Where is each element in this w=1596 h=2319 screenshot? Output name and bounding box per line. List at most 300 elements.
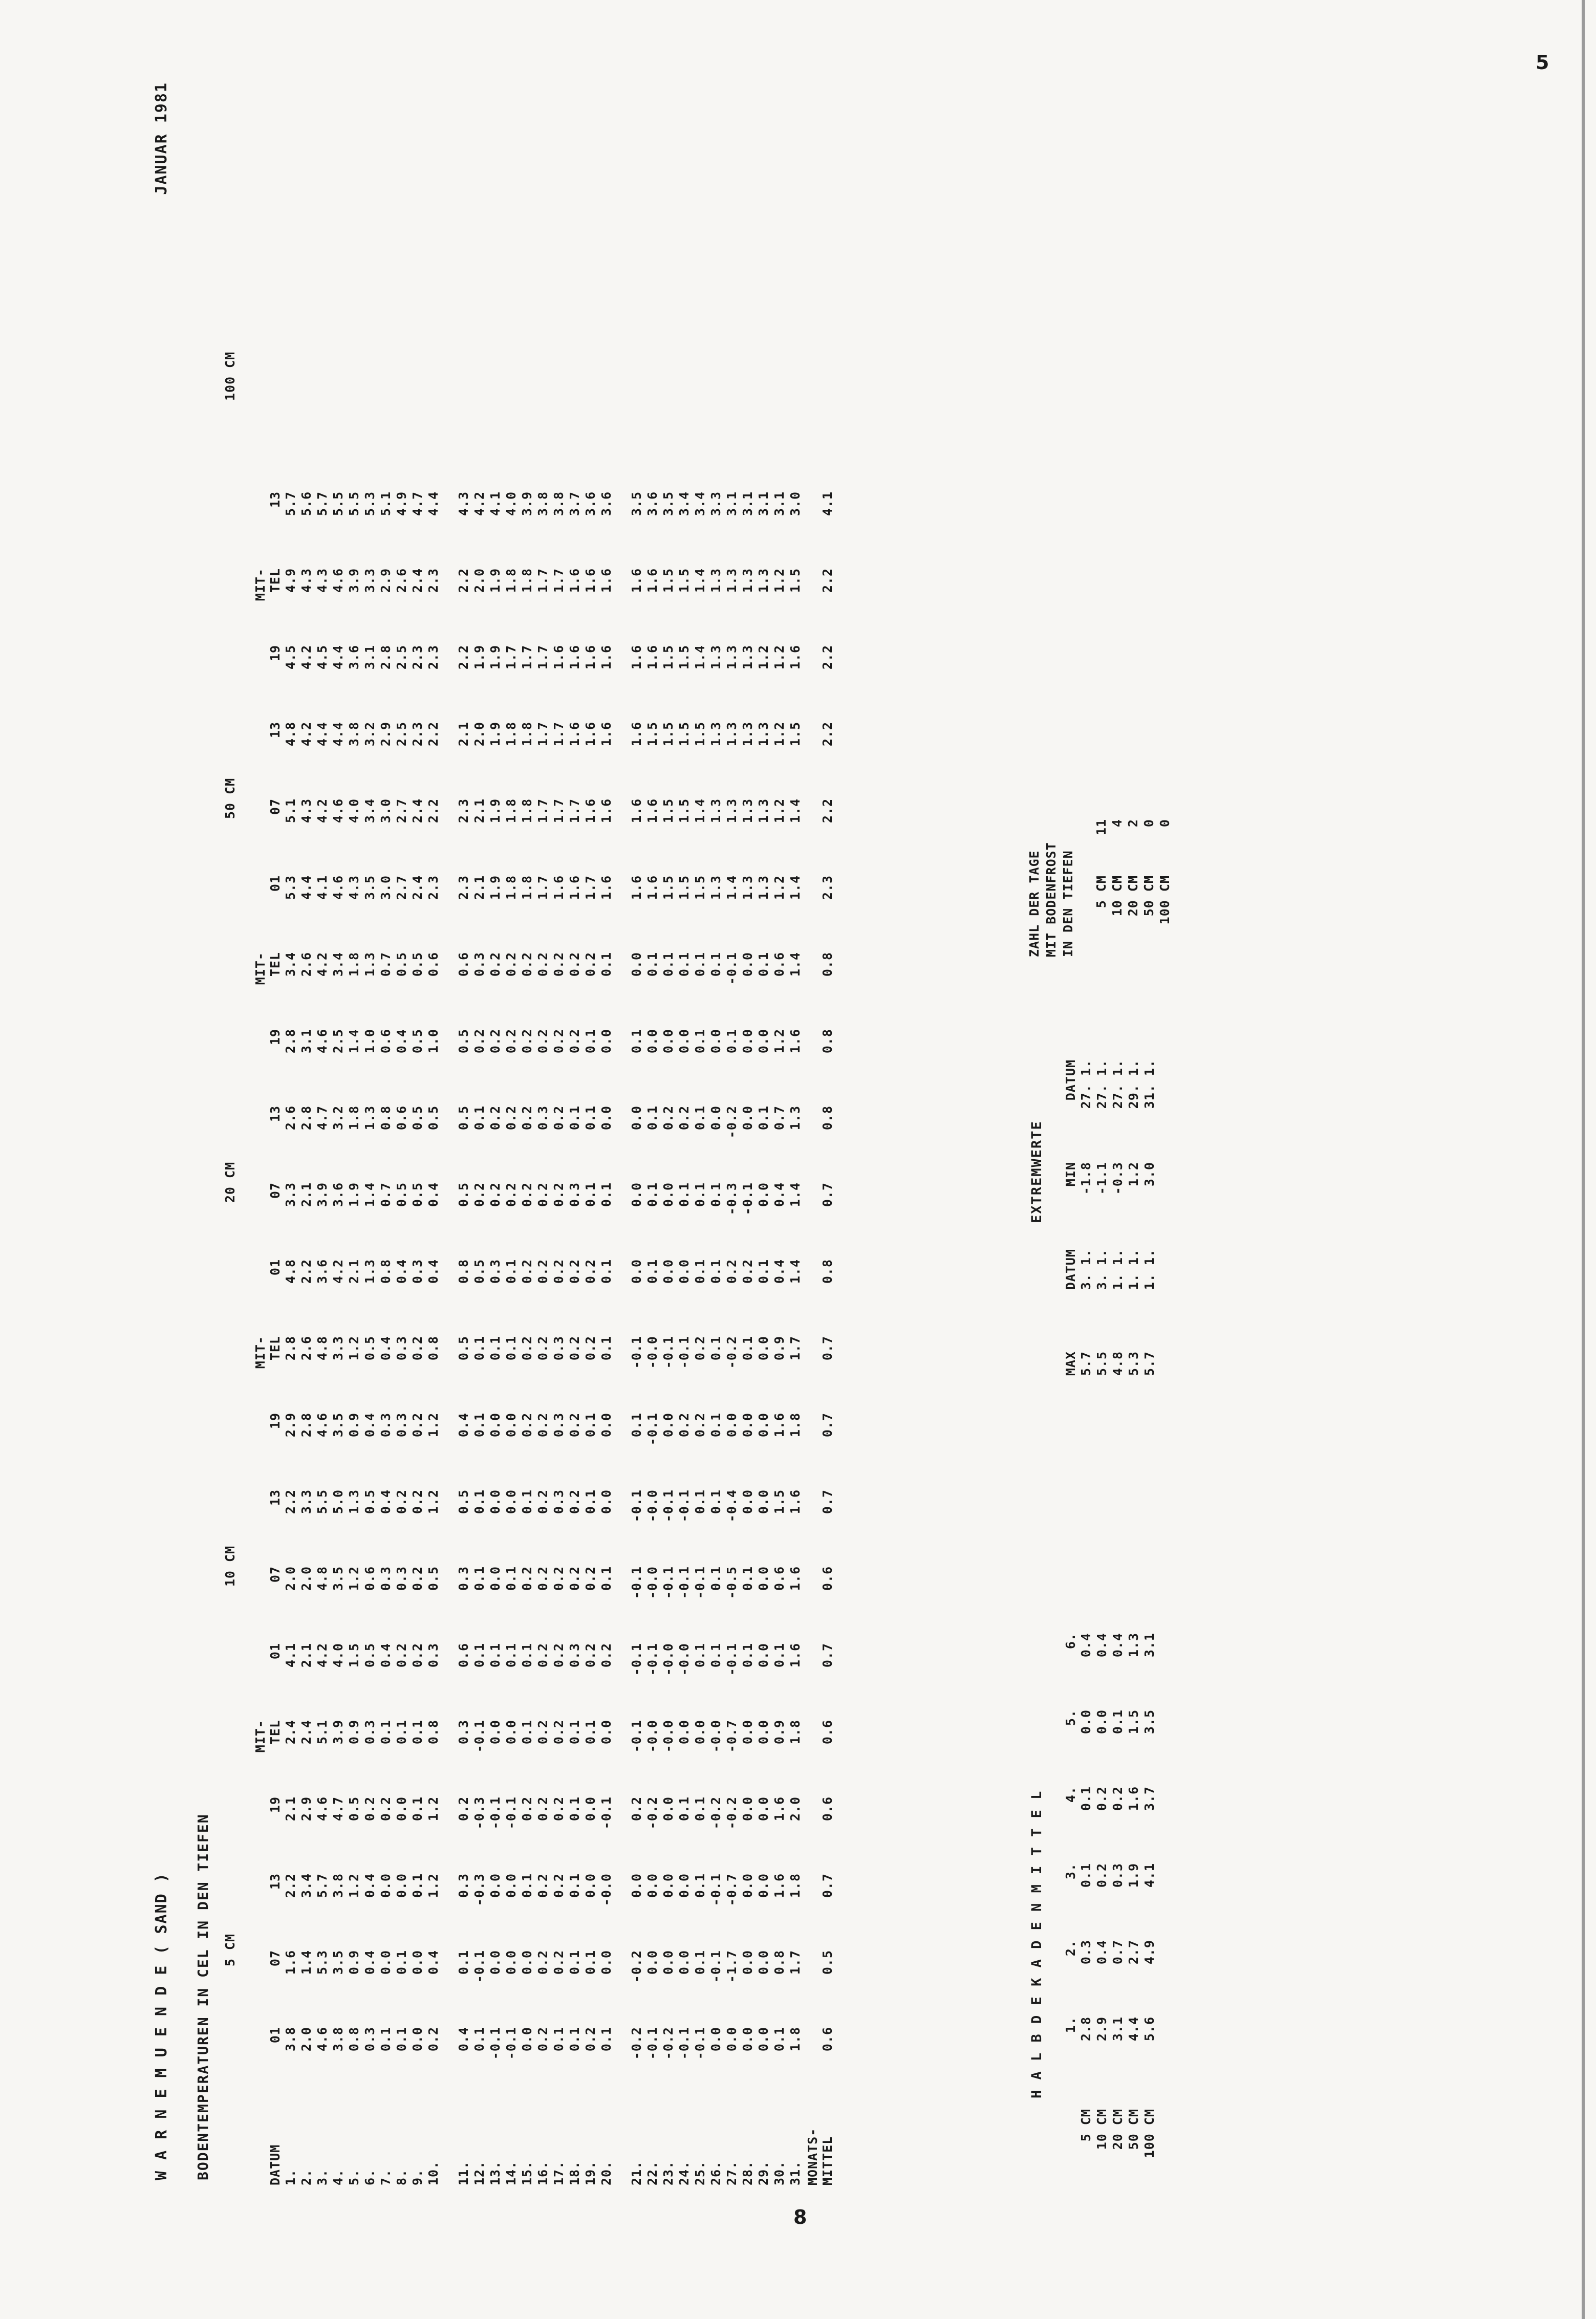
temperature-cell: 2.0 [283,1566,298,1591]
temperature-cell: 0.1 [472,2027,487,2052]
frost-days: 0 [1157,819,1172,828]
temperature-cell: 1.3 [740,722,755,747]
temperature-cell: 0.2 [394,1643,409,1668]
temperature-cell: 5.3 [315,1950,330,1975]
temperature-cell: 1.3 [788,1106,803,1131]
temperature-cell: 2.0 [472,722,487,747]
temperature-cell: 0.1 [708,1413,723,1438]
temperature-cell: 0.5 [394,1182,409,1207]
temperature-cell: 0.0 [488,1950,503,1975]
temperature-cell: 0.1 [567,1106,582,1131]
temperature-cell: 0.0 [645,1029,660,1054]
table-row [346,491,362,2185]
temperature-cell: 3.5 [331,1413,346,1438]
halbdekade-row [1110,1633,1126,2185]
date-cell: 10. [426,2160,441,2185]
temperature-cell: -0.1 [629,1336,644,1369]
temperature-cell: 0.2 [535,1413,550,1438]
temperature-cell: 0.8 [426,1720,441,1745]
date-cell: 16. [535,2160,550,2185]
temperature-cell: 0.1 [708,1489,723,1514]
temperature-cell: 2.9 [378,722,393,747]
temperature-cell: 0.2 [551,1950,566,1975]
temperature-cell: 1.5 [677,798,692,823]
temperature-cell: -0.1 [677,1566,692,1599]
temperature-cell: 2.4 [299,1720,314,1745]
temperature-cell: -0.1 [661,1336,676,1369]
temperature-cell: 0.8 [426,1336,441,1361]
halbdekade-value: 0.3 [1079,1940,1093,1965]
temperature-cell: 0.1 [378,2027,393,2052]
temperature-cell: 0.0 [756,1029,771,1054]
temperature-cell: 1.6 [629,875,644,900]
temperature-cell: 0.2 [583,952,598,977]
halbdekade-value: 4.1 [1142,1863,1157,1888]
temperature-cell: 2.0 [299,1566,314,1591]
halbdekade-value: 4.9 [1142,1940,1157,1965]
frost-days: 11 [1094,819,1109,836]
temperature-cell: 4.8 [315,1336,330,1361]
temperature-cell: 3.2 [362,722,377,747]
date-cell: 5. [347,2169,361,2185]
temperature-cell: 0.0 [724,2027,739,2052]
date-cell: 29. [756,2160,771,2185]
temperature-cell: 0.0 [504,1720,519,1745]
temperature-cell: 0.1 [708,952,723,977]
temperature-cell: 0.1 [504,1643,519,1668]
temperature-cell: 0.4 [362,1873,377,1898]
table-row [298,491,314,2185]
temperature-cell: 0.5 [362,1489,377,1514]
temperature-cell: 0.0 [629,1873,644,1898]
temperature-cell: 1.2 [347,1873,361,1898]
temperature-cell: 0.1 [394,2027,409,2052]
temperature-cell: 0.8 [347,2027,361,2052]
temperature-cell: 0.1 [488,1336,503,1361]
temperature-cell: 0.2 [520,1413,534,1438]
temperature-cell: 2.3 [426,568,441,593]
table-row [283,491,298,2185]
temperature-cell: 0.2 [535,1720,550,1745]
temperature-cell: 3.8 [551,491,566,516]
temperature-cell: 2.3 [410,722,425,747]
temperature-cell: -0.0 [661,1720,676,1753]
temperature-cell: 0.1 [599,952,614,977]
temperature-cell: 0.2 [567,1029,582,1054]
temperature-cell: 5.1 [315,1720,330,1745]
temperature-cell: 1.7 [535,798,550,823]
date-cell: 30. [772,2160,787,2185]
temperature-cell: 0.8 [820,1259,835,1284]
date-cell: 12. [472,2160,487,2185]
temperature-cell: 1.4 [788,1182,803,1207]
temperature-cell: 0.3 [410,1259,425,1284]
temperature-cell: 3.2 [331,1106,346,1131]
temperature-cell: 0.2 [520,1259,534,1284]
temperature-cell: 0.0 [677,1950,692,1975]
temperature-cell: 1.6 [283,1950,298,1975]
temperature-cell: 0.1 [583,1413,598,1438]
temperature-cell: 0.0 [740,1873,755,1898]
temperature-cell: 4.4 [331,722,346,747]
temperature-cell: 0.1 [677,1182,692,1207]
date-cell: 6. [362,2169,377,2185]
temperature-cell: 2.7 [394,798,409,823]
temperature-cell: 0.2 [520,1029,534,1054]
temperature-cell: 0.2 [551,1873,566,1898]
temperature-cell: 0.0 [740,952,755,977]
temperature-cell: 2.1 [283,1796,298,1822]
extremwerte-row [1094,1059,1110,1438]
depth-header-50cm: 50 CM [223,777,238,819]
date-cell: 17. [551,2160,566,2185]
date-cell: MONATS- MITTEL [805,2128,835,2185]
temperature-cell: 0.0 [677,1720,692,1745]
temperature-cell: 1.6 [567,722,582,747]
temperature-cell: 4.4 [426,491,441,516]
column-header: 07 [268,1182,283,1199]
temperature-cell: 1.4 [788,798,803,823]
column-header: 13 [268,1489,283,1506]
temperature-cell: 0.0 [378,1950,393,1975]
temperature-cell: 2.3 [820,875,835,900]
date-cell: 3. [315,2169,330,2185]
temperature-cell: 1.3 [740,568,755,593]
temperature-cell: 0.2 [520,1106,534,1131]
temperature-cell: 0.0 [756,1873,771,1898]
temperature-cell: 1.3 [724,722,739,747]
temperature-cell: 0.2 [535,1566,550,1591]
temperature-cell: 1.8 [347,1106,361,1131]
temperature-cell: 0.1 [394,1950,409,1975]
temperature-cell: 4.3 [456,491,471,516]
date-cell: 24. [677,2160,692,2185]
date-cell: 8. [394,2169,409,2185]
temperature-cell: 2.3 [426,875,441,900]
temperature-cell: 0.0 [599,1489,614,1514]
temperature-cell: 0.2 [472,1029,487,1054]
temperature-cell: -0.2 [661,2027,676,2060]
temperature-cell: 0.5 [456,1106,471,1131]
temperature-cell: 1.6 [599,798,614,823]
temperature-cell: 3.1 [362,645,377,670]
temperature-cell: 0.1 [724,1029,739,1054]
temperature-cell: 0.2 [535,1873,550,1898]
temperature-cell: 0.1 [740,1336,755,1361]
temperature-cell: 0.5 [410,952,425,977]
extremwerte-header: DATUM [1063,1059,1078,1101]
depth-label: 50 CM [1141,875,1156,917]
temperature-cell: 3.5 [661,491,676,516]
temperature-cell: 0.0 [629,952,644,977]
temperature-cell: 4.6 [331,875,346,900]
temperature-cell: 0.0 [583,1873,598,1898]
temperature-cell: 1.7 [788,1950,803,1975]
temperature-cell: 1.6 [583,645,598,670]
temperature-cell: 0.3 [426,1643,441,1668]
temperature-cell: 1.5 [693,875,707,900]
date-cell: 26. [708,2160,723,2185]
temperature-cell: 1.3 [724,798,739,823]
temperature-cell: 0.3 [394,1336,409,1361]
temperature-cell: 0.0 [756,1796,771,1822]
temperature-cell: 2.9 [378,568,393,593]
temperature-cell: 0.0 [756,1566,771,1591]
temperature-cell: -0.5 [724,1566,739,1599]
temperature-cell: 0.0 [740,1489,755,1514]
temperature-cell: 0.2 [410,1643,425,1668]
temperature-cell: 0.3 [551,1489,566,1514]
temperature-cell: 0.4 [456,2027,471,2052]
table-row [740,491,756,2185]
temperature-cell: 0.3 [378,1413,393,1438]
halbdekaden-body [1078,1633,1157,2185]
temperature-cell: 1.3 [708,798,723,823]
temperature-cell: 3.1 [299,1029,314,1054]
column-header: 13 [268,1873,283,1890]
temperature-cell: 1.0 [362,1029,377,1054]
temperature-cell: 2.1 [299,1182,314,1207]
temperature-cell: 2.4 [410,875,425,900]
temperature-cell: 0.0 [394,1873,409,1898]
temperature-cell: 0.0 [599,1950,614,1975]
table-row [487,491,503,2185]
halbdekaden-header-row [1049,1633,1078,2185]
temperature-cell: 0.1 [583,1489,598,1514]
depth-label: 5 CM [1094,875,1109,908]
temperature-cell: 0.2 [567,1566,582,1591]
temperature-cell: 4.4 [299,875,314,900]
temperature-cell: 3.6 [599,491,614,516]
temperature-cell: 1.3 [756,722,771,747]
halbdekade-value: 3.1 [1110,2017,1125,2042]
depth-label: 50 CM [1126,2109,1141,2150]
temperature-cell: -0.2 [708,1796,723,1830]
temperature-cell: 0.1 [599,1182,614,1207]
temperature-cell: 3.1 [724,491,739,516]
temperature-cell: 1.7 [535,875,550,900]
temperature-cell: 0.0 [740,1796,755,1822]
temperature-cell: 3.4 [283,952,298,977]
extremwerte-table [1049,1059,1157,1438]
temperature-cell: 1.3 [347,1489,361,1514]
extremwerte-row [1126,1059,1141,1438]
column-header: 13 [268,491,283,508]
temperature-cell: 0.7 [820,1489,835,1514]
temperature-cell: 1.6 [629,568,644,593]
temperature-cell: 0.8 [378,1259,393,1284]
temperature-cell: 0.1 [567,1720,582,1745]
temperature-cell: 4.0 [331,1643,346,1668]
table-row [629,491,644,2185]
temperature-cell: 1.8 [520,722,534,747]
temperature-cell: 0.0 [520,1950,534,1975]
temperature-cell: 0.6 [456,1643,471,1668]
temperature-cell: 3.4 [693,491,707,516]
temperature-cell: 1.8 [504,875,519,900]
temperature-cell: 0.2 [410,1566,425,1591]
temperature-cell: 0.2 [504,1029,519,1054]
temperature-cell: 0.1 [693,1643,707,1668]
temperature-cell: 0.0 [740,1413,755,1438]
column-header: 07 [268,1950,283,1967]
temperature-cell: 0.3 [567,1182,582,1207]
temperature-cell: 1.3 [708,568,723,593]
temperature-cell: 1.6 [599,645,614,670]
temperature-cell: -0.1 [661,1566,676,1599]
halbdekade-value: 0.2 [1110,1786,1125,1811]
temperature-cell: 4.7 [410,491,425,516]
halbdekade-value: 1.5 [1126,1709,1141,1735]
halbdekade-row [1078,1633,1094,2185]
temperature-cell: 0.2 [693,1336,707,1361]
temperature-cell: 1.5 [661,722,676,747]
temperature-cell: -0.7 [724,1873,739,1906]
temperature-cell: 3.9 [520,491,534,516]
temperature-cell: 0.0 [708,1029,723,1054]
temperature-cell: 4.7 [315,1106,330,1131]
temperature-cell: 2.8 [283,1336,298,1361]
temperature-cell: -0.1 [645,1643,660,1676]
temperature-cell: 0.8 [820,1106,835,1131]
halbdekade-value: 0.1 [1079,1863,1093,1888]
temperature-cell: 0.0 [488,1566,503,1591]
table-row [519,491,535,2185]
decade-separator [441,491,456,2185]
temperature-cell: 1.2 [772,1029,787,1054]
temperature-cell: -0.2 [724,1336,739,1369]
temperature-cell: 1.6 [645,568,660,593]
date-cell: 1. [283,2169,298,2185]
temperature-cell: 0.1 [693,1259,707,1284]
halbdekade-header: 5. [1063,1709,1078,1726]
temperature-cell: 4.3 [299,568,314,593]
temperature-cell: 0.6 [394,1106,409,1131]
temperature-cell: 1.3 [724,645,739,670]
temperature-cell: 0.1 [472,1566,487,1591]
temperature-cell: 0.8 [456,1259,471,1284]
halbdekaden-title: H A L B D E K A D E N M I T T E L [1029,1790,1045,2098]
temperature-cell: 5.5 [347,491,361,516]
temperature-cell: 4.4 [331,645,346,670]
date-cell: 7. [378,2169,393,2185]
temperature-cell: 1.2 [756,645,771,670]
table-header-row [246,491,283,2185]
column-header: 13 [268,722,283,739]
temperature-cell: 3.8 [331,2027,346,2052]
extremwerte-header: DATUM [1063,1249,1078,1290]
temperature-cell: 3.3 [331,1336,346,1361]
temperature-cell: 1.2 [772,645,787,670]
extremwerte-header: MIN [1063,1162,1078,1187]
depth-label: 100 CM [1157,875,1172,925]
extremwerte-min: 3.0 [1142,1162,1157,1187]
temperature-cell: 1.6 [567,645,582,670]
depth-label: 10 CM [1094,2109,1109,2150]
bodenfrost-row [1109,819,1125,957]
temperature-cell: 0.0 [661,1796,676,1822]
depth-label: 5 CM [1079,2109,1093,2142]
temperature-cell: 0.1 [378,1720,393,1745]
temperature-cell: 0.2 [410,1413,425,1438]
column-header: MIT- TEL [253,1720,283,1753]
temperature-cell: 0.2 [488,1106,503,1131]
temperature-cell: 1.4 [693,645,707,670]
temperature-cell: 0.0 [599,1720,614,1745]
halbdekade-header: 6. [1063,1633,1078,1650]
temperature-cell: 2.5 [394,645,409,670]
temperature-cell: 0.7 [820,1336,835,1361]
temperature-cell: 2.2 [820,568,835,593]
temperature-cell: 3.8 [347,722,361,747]
temperature-cell: 0.8 [820,1029,835,1054]
temperature-cell: -0.1 [677,2027,692,2060]
temperature-cell: 1.6 [772,1873,787,1898]
temperature-cell: 1.5 [693,722,707,747]
temperature-cell: 0.4 [394,1259,409,1284]
table-row [724,491,740,2185]
temperature-cell: -0.2 [629,1950,644,1983]
temperature-cell: 0.6 [426,952,441,977]
temperature-cell: 1.4 [347,1029,361,1054]
temperature-cell: 0.4 [378,1336,393,1361]
temperature-cell: 0.1 [677,952,692,977]
temperature-cell: 0.1 [599,1259,614,1284]
halbdekade-value: 4.4 [1126,2017,1141,2042]
temperature-cell: 0.1 [756,1106,771,1131]
temperature-cell: 0.0 [394,1796,409,1822]
temperature-cell: 1.8 [504,798,519,823]
temperature-cell: 1.5 [788,722,803,747]
temperature-cell: 2.0 [299,2027,314,2052]
temperature-cell: 0.0 [756,1643,771,1668]
column-header: MIT- TEL [253,952,283,985]
temperature-cell: 1.5 [788,568,803,593]
temperature-cell: 2.7 [394,875,409,900]
temperature-cell: 5.7 [315,1873,330,1898]
temperature-cell: 0.0 [599,1029,614,1054]
temperature-cell: 0.2 [629,1796,644,1822]
extremwerte-min-datum: 29. 1. [1126,1059,1141,1109]
temperature-cell: 1.3 [708,645,723,670]
temperature-cell: 0.3 [394,1566,409,1591]
temperature-cell: -0.3 [472,1873,487,1906]
temperature-cell: 1.2 [772,875,787,900]
temperature-cell: 0.3 [456,1873,471,1898]
temperature-cell: 4.9 [394,491,409,516]
temperature-cell: 0.1 [693,952,707,977]
temperature-cell: 0.1 [629,1413,644,1438]
temperature-cell: 1.9 [347,1182,361,1207]
temperature-cell: 0.2 [661,1106,676,1131]
temperature-cell: 1.4 [693,568,707,593]
temperature-cell: -0.1 [629,1720,644,1753]
temperature-cell: 3.6 [315,1259,330,1284]
temperature-cell: 3.9 [315,1182,330,1207]
temperature-cell: 0.1 [772,1643,787,1668]
temperature-cell: 2.0 [472,568,487,593]
temperature-cell: 0.2 [677,1106,692,1131]
temperature-cell: 3.4 [331,952,346,977]
date-cell: 2. [299,2169,314,2185]
temperature-cell: 1.2 [426,1873,441,1898]
temperature-cell: -1.7 [724,1950,739,1983]
temperature-cell: 0.1 [599,1336,614,1361]
temperature-cell: 0.5 [362,1336,377,1361]
temperature-cell: 0.1 [488,1643,503,1668]
temperature-cell: 0.1 [599,1566,614,1591]
temperature-cell: 0.0 [504,1413,519,1438]
